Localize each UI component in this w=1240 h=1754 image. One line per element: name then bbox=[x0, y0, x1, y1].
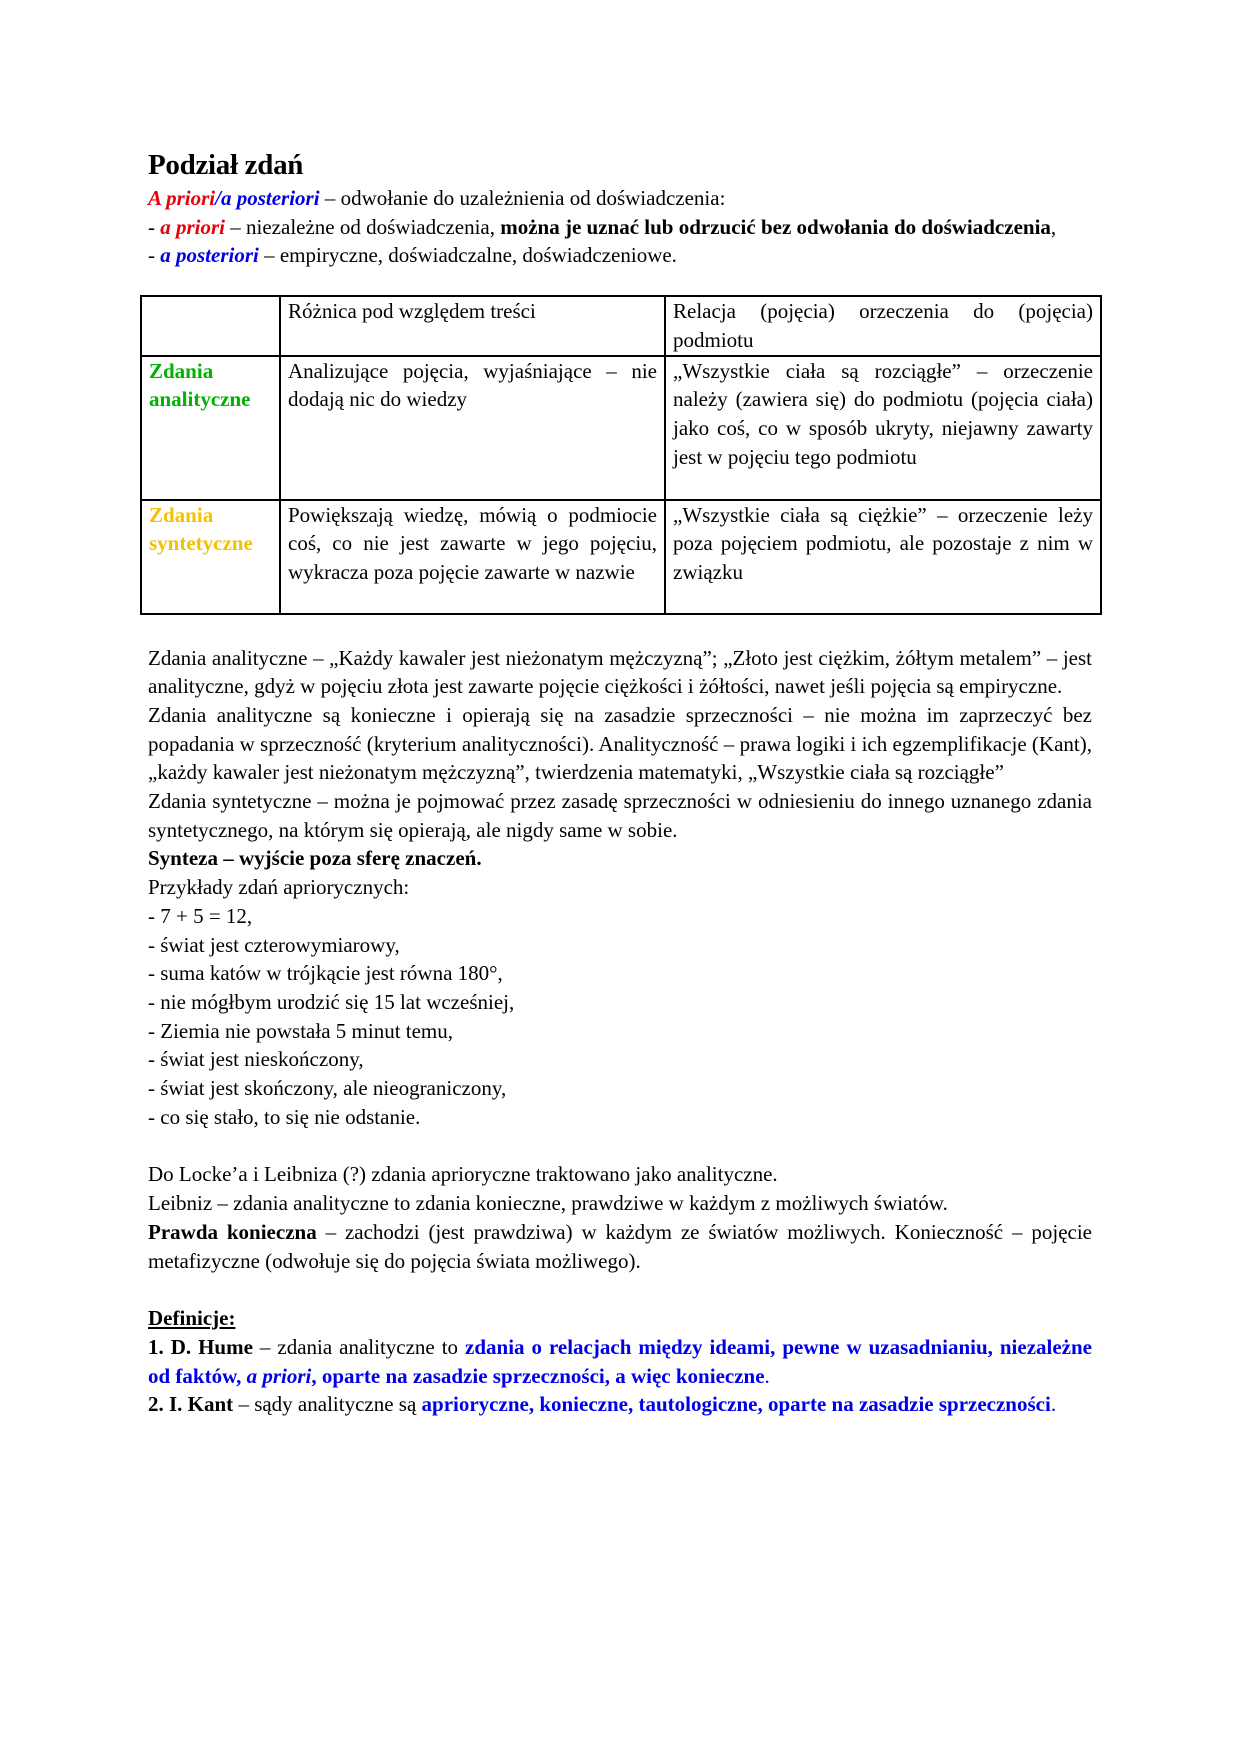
spacer bbox=[148, 1275, 1092, 1304]
punct: . bbox=[1050, 1392, 1057, 1417]
table-cell: „Wszystkie ciała są ciężkie” – orzeczenie leży poza pojęciem podmiotu, ale pozostaje z nim w związku bbox=[665, 500, 1101, 614]
row-label-synthetic: Zdania syntetyczne bbox=[141, 500, 280, 614]
a-priori-line bbox=[148, 213, 1092, 242]
hume-mid: – zdania analityczne to bbox=[252, 1334, 466, 1359]
paragraph-synthetic: Zdania syntetyczne – można je pojmować przez zasadę sprzeczności w odniesieniu do innego uznanego zdania syntetycznego, na którym się opierają, ale nigdy same w sobie. bbox=[148, 789, 1092, 842]
list-item: - świat jest skończony, ale nieograniczony, bbox=[148, 1076, 507, 1101]
examples-title: Przykłady zdań apriorycznych: bbox=[148, 875, 410, 900]
list-item: - 7 + 5 = 12, bbox=[148, 903, 253, 928]
table-cell: Powiększają wiedzę, mówią o podmiocie coś, co nie jest zawarte w jego pojęciu, wykracza poza pojęcie zawarte w nazwie bbox=[280, 500, 665, 614]
examples-list bbox=[148, 902, 1092, 1132]
row-label-analytic: Zdania analityczne bbox=[141, 356, 280, 500]
table-cell: „Wszystkie ciała są rozciągłe” – orzeczenie należy (zawiera się) do podmiotu (pojęcia ciała) jako coś, co w sposób ukryty, niejawny zawarty jest w pojęciu tego podmiotu bbox=[665, 356, 1101, 500]
table-row bbox=[141, 356, 1101, 500]
list-item: - nie mógłbym urodzić się 15 lat wcześniej, bbox=[148, 989, 515, 1014]
spacer bbox=[148, 615, 1092, 644]
kant-label: 2. I. Kant bbox=[148, 1392, 234, 1417]
a-posteriori-term: a posteriori bbox=[160, 243, 259, 268]
hume-highlight: , oparte na zasadzie sprzeczności, a więc konieczne bbox=[311, 1363, 765, 1388]
table-header-cell: Różnica pod względem treści bbox=[280, 296, 665, 355]
document-page bbox=[148, 148, 1092, 1419]
table-header-cell bbox=[141, 296, 280, 355]
definitions-heading: Definicje: bbox=[148, 1306, 236, 1331]
intro-rest: – odwołanie do uzależnienia od doświadczenia: bbox=[319, 186, 726, 210]
dash: - bbox=[148, 243, 161, 268]
a-priori-bold: można je uznać lub odrzucić bez odwołania do doświadczenia bbox=[500, 214, 1051, 239]
dash: - bbox=[148, 214, 161, 239]
table-header-cell: Relacja (pojęcia) orzeczenia do (pojęcia) podmiotu bbox=[665, 296, 1101, 355]
punct: . bbox=[764, 1363, 770, 1388]
prawda-paragraph bbox=[148, 1218, 1092, 1275]
slash: / bbox=[215, 186, 221, 210]
table-cell: Analizujące pojęcia, wyjaśniające – nie dodają nic do wiedzy bbox=[280, 356, 665, 500]
synteza-line: Synteza – wyjście poza sferę znaczeń. bbox=[148, 846, 482, 871]
a-posteriori-desc: – empiryczne, doświadczalne, doświadczeniowe. bbox=[258, 243, 677, 268]
paragraph-analytic-necessary: Zdania analityczne są konieczne i opierają się na zasadzie sprzeczności – nie można im zaprzeczyć bez popadania w sprzeczność (kryterium analityczności). Analityczność – prawa logiki i ich egzemplifikacje (Kant), „każdy kawaler jest nieżonatym mężczyzną”, twierdzenia matematyki, „Wszystkie ciała są rozciągłe” bbox=[148, 702, 1092, 785]
a-posteriori-term: a posteriori bbox=[220, 186, 320, 210]
list-item: - świat jest nieskończony, bbox=[148, 1047, 364, 1072]
leibniz-paragraph: Leibniz – zdania analityczne to zdania konieczne, prawdziwe w każdym z możliwych światów. bbox=[148, 1191, 948, 1216]
prawda-term: Prawda konieczna bbox=[148, 1219, 317, 1244]
paragraph-analytic-examples: Zdania analityczne – „Każdy kawaler jest nieżonatym mężczyzną”; „Złoto jest ciężkim, żółtym metalem” – jest analityczne, gdyż w pojęciu złota jest zawarte pojęcie ciężkości i żółtości, nawet jeśli pojęcia są empiryczne. bbox=[148, 645, 1092, 699]
list-item: - suma katów w trójkącie jest równa 180°, bbox=[148, 961, 503, 986]
table-header-row bbox=[141, 296, 1101, 355]
list-item: - Ziemia nie powstała 5 minut temu, bbox=[148, 1018, 454, 1043]
hume-label: 1. D. Hume bbox=[148, 1334, 253, 1359]
prawda-desc: – zachodzi (jest prawdziwa) w każdym ze światów możliwych. Konieczność – pojęcie metafizyczne (odwołuje się do pojęcia świata możliwego). bbox=[148, 1219, 1092, 1273]
kant-mid: – sądy analityczne są bbox=[233, 1392, 422, 1417]
punct: , bbox=[1050, 214, 1057, 239]
definition-kant bbox=[148, 1390, 1092, 1419]
locke-paragraph: Do Locke’a i Leibniza (?) zdania aprioryczne traktowano jako analityczne. bbox=[148, 1162, 778, 1187]
a-priori-term: a priori bbox=[160, 214, 226, 239]
spacer bbox=[148, 1131, 1092, 1160]
hume-a-priori: a priori bbox=[246, 1363, 312, 1388]
hume-highlight: zdania o relacjach między ideami, pewne w uzasadnianiu, niezależne od faktów, bbox=[148, 1334, 1092, 1388]
list-item: - co się stało, to się nie odstanie. bbox=[148, 1104, 421, 1129]
comparison-table bbox=[140, 295, 1102, 614]
a-priori-desc: – niezależne od doświadczenia, bbox=[225, 214, 501, 239]
a-priori-term: A priori bbox=[148, 186, 216, 210]
a-posteriori-line bbox=[148, 241, 1092, 270]
page-title: Podział zdań bbox=[148, 149, 304, 181]
definition-hume bbox=[148, 1333, 1092, 1390]
list-item: - świat jest czterowymiarowy, bbox=[148, 932, 400, 957]
intro-line bbox=[148, 184, 1092, 213]
table-row bbox=[141, 500, 1101, 614]
kant-highlight: aprioryczne, konieczne, tautologiczne, oparte na zasadzie sprzeczności bbox=[421, 1392, 1051, 1417]
